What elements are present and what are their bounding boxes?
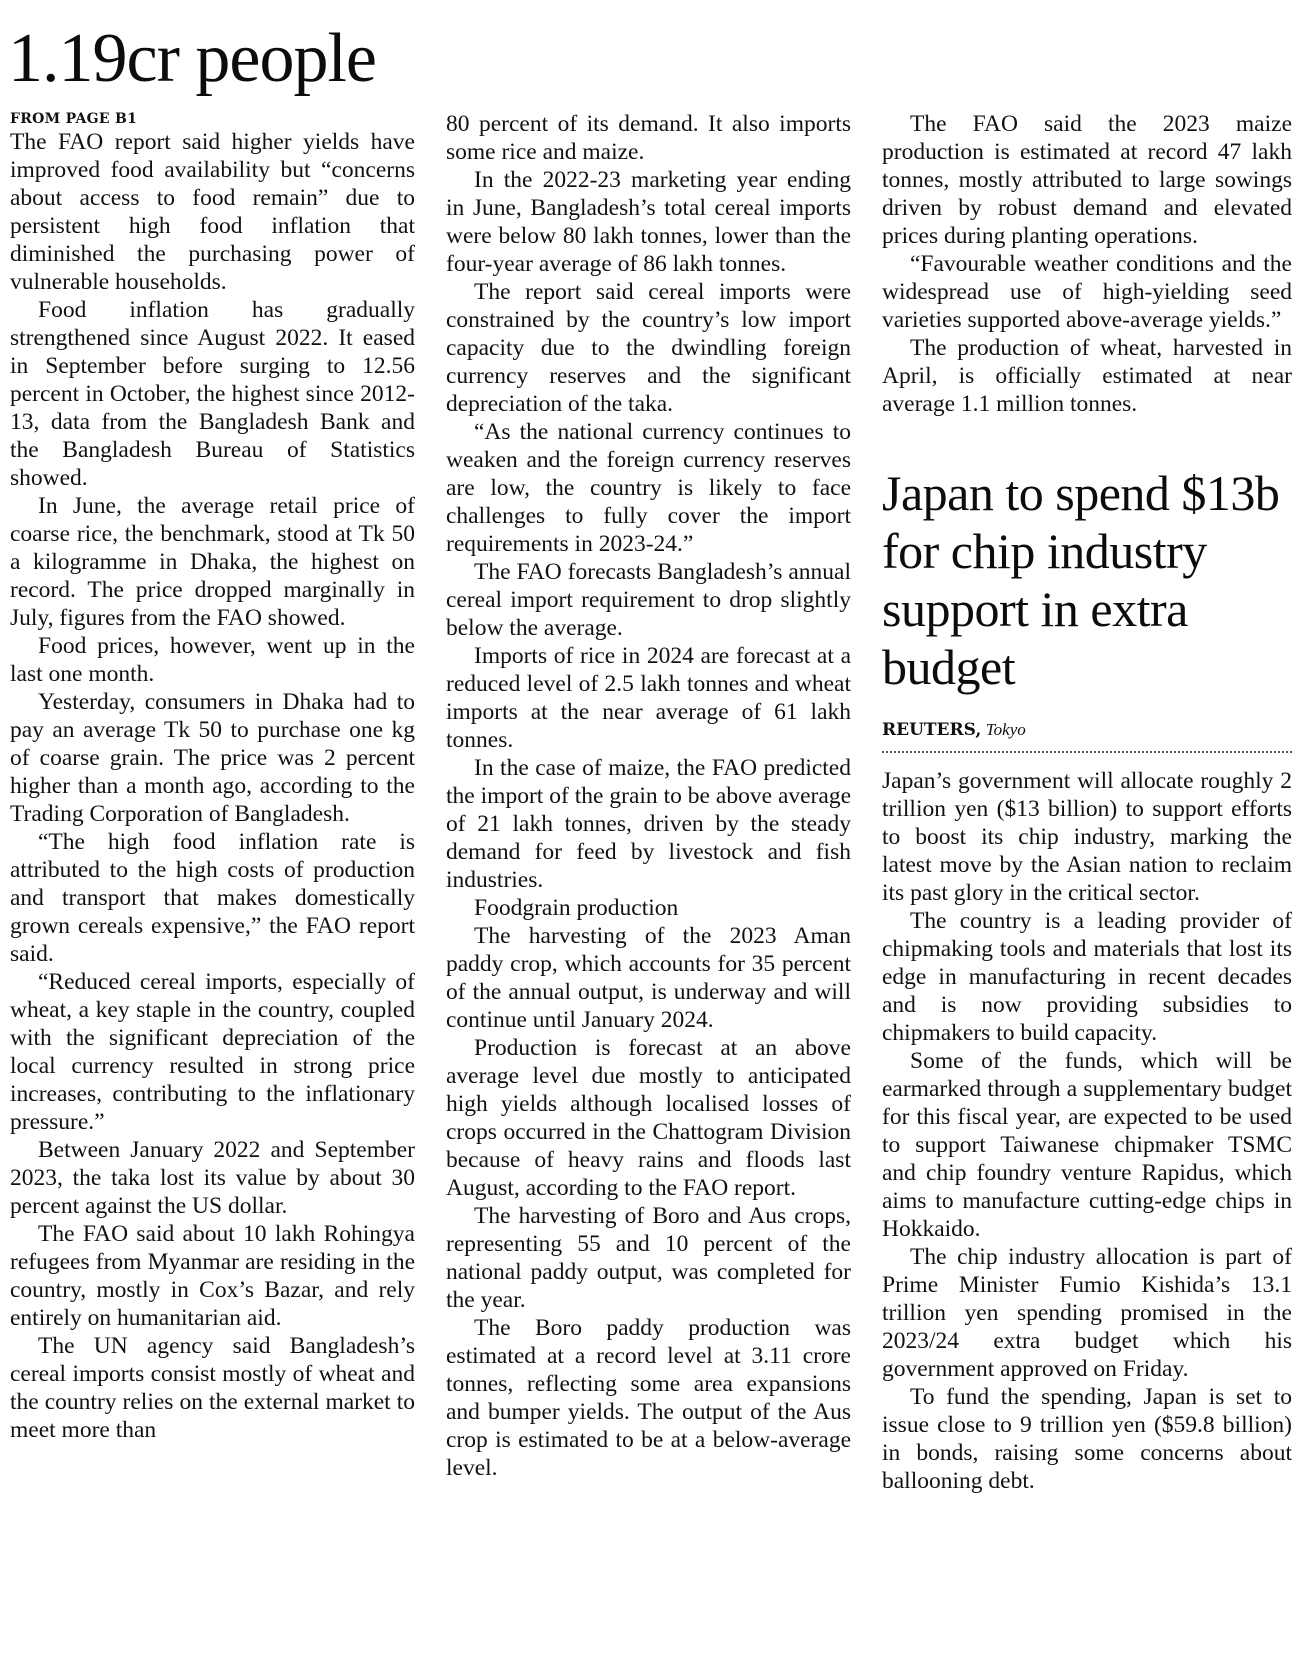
paragraph: Imports of rice in 2024 are forecast at a reduced level of 2.5 lakh tonnes and wheat imports at the near average of 61 lakh tonnes. — [446, 643, 851, 753]
second-story-body — [882, 767, 1292, 1495]
paragraph: The FAO report said higher yields have improved food availability but “concerns about access to food remain” due to persistent high food inflation that diminished the purchasing power of vulnerable households. — [10, 129, 415, 295]
paragraph: The FAO said about 10 lakh Rohingya refugees from Myanmar are residing in the country, mostly in Cox’s Bazar, and rely entirely on humanitarian aid. — [10, 1221, 415, 1331]
paragraph-continuation: 80 percent of its demand. It also imports some rice and maize. — [446, 111, 851, 165]
paragraph: “The high food inflation rate is attributed to the high costs of production and transport that makes domestically grown cereals expensive,” the FAO report said. — [10, 829, 415, 967]
article-column-2 — [446, 110, 851, 1482]
paragraph: Production is forecast at an above average level due mostly to anticipated high yields although localised losses of crops occurred in the Chattogram Division because of heavy rains and floods last August, according to the FAO report. — [446, 1035, 851, 1201]
paragraph: The chip industry allocation is part of Prime Minister Fumio Kishida’s 13.1 trillion yen spending promised in the 2023/24 extra budget which his government approved on Friday. — [882, 1244, 1292, 1382]
paragraph: The harvesting of Boro and Aus crops, representing 55 and 10 percent of the national paddy output, was completed for the year. — [446, 1203, 851, 1313]
paragraph: The production of wheat, harvested in April, is officially estimated at near average 1.1 million tonnes. — [882, 335, 1292, 417]
paragraph: “Reduced cereal imports, especially of wheat, a key staple in the country, coupled with the significant depreciation of the local currency resulted in strong price increases, contributing to the inflationary pressure.” — [10, 969, 415, 1135]
paragraph: The country is a leading provider of chipmaking tools and materials that lost its edge in manufacturing in recent decades and is now providing subsidies to chipmakers to build capacity. — [882, 908, 1292, 1046]
paragraph: Yesterday, consumers in Dhaka had to pay an average Tk 50 to purchase one kg of coarse grain. The price was 2 percent higher than a month ago, according to the Trading Corporation of Bangladesh. — [10, 689, 415, 827]
story-headline: 1.19cr people — [8, 20, 376, 97]
paragraph: The FAO said the 2023 maize production is estimated at record 47 lakh tonnes, mostly attributed to large sowings driven by robust demand and elevated prices during planting operations. — [882, 111, 1292, 249]
paragraph: The FAO forecasts Bangladesh’s annual cereal import requirement to drop slightly below the average. — [446, 559, 851, 641]
agency-name: REUTERS, — [882, 720, 982, 740]
article-column-1 — [10, 110, 415, 1444]
jump-line: FROM PAGE B1 — [10, 111, 138, 127]
paragraph: Japan’s government will allocate roughly 2 trillion yen ($13 billion) to support efforts to boost its chip industry, marking the latest move by the Asian nation to reclaim its past glory in the critical sector. — [882, 768, 1292, 906]
paragraph: The harvesting of the 2023 Aman paddy crop, which accounts for 35 percent of the annual output, is underway and will continue until January 2024. — [446, 923, 851, 1033]
paragraph: “Favourable weather conditions and the widespread use of high-yielding seed varieties supported above-average yields.” — [882, 251, 1292, 333]
paragraph: “As the national currency continues to weaken and the foreign currency reserves are low, the country is likely to face challenges to fully cover the import requirements in 2023-24.” — [446, 419, 851, 557]
section-subhead: Foodgrain production — [474, 895, 679, 921]
paragraph: To fund the spending, Japan is set to issue close to 9 trillion yen ($59.8 billion) in bonds, raising some concerns about ballooning debt. — [882, 1384, 1292, 1494]
paragraph: In the case of maize, the FAO predicted the import of the grain to be above average of 21 lakh tonnes, driven by the steady demand for feed by livestock and fish industries. — [446, 755, 851, 893]
article-column-3 — [882, 110, 1292, 1495]
dateline: Tokyo — [985, 720, 1026, 739]
paragraph: The UN agency said Bangladesh’s cereal imports consist mostly of wheat and the country relies on the external market to meet more than — [10, 1333, 415, 1443]
paragraph: Some of the funds, which will be earmarked through a supplementary budget for this fiscal year, are expected to be used to support Taiwanese chipmaker TSMC and chip foundry venture Rapidus, which aims to manufacture cutting-edge chips in Hokkaido. — [882, 1048, 1292, 1242]
second-story-byline — [882, 718, 1292, 753]
paragraph: Food inflation has gradually strengthened since August 2022. It eased in September before surging to 12.56 percent in October, the highest since 2012-13, data from the Bangladesh Bank and the Bangladesh Bureau of Statistics showed. — [10, 297, 415, 491]
paragraph: Between January 2022 and September 2023, the taka lost its value by about 30 percent against the US dollar. — [10, 1137, 415, 1219]
paragraph: The Boro paddy production was estimated at a record level at 3.11 crore tonnes, reflecting some area expansions and bumper yields. The output of the Aus crop is estimated to be at a below-average level. — [446, 1315, 851, 1481]
second-story-headline: Japan to spend $13b for chip industry support in extra budget — [882, 465, 1280, 695]
paragraph: In the 2022-23 marketing year ending in June, Bangladesh’s total cereal imports were below 80 lakh tonnes, lower than the four-year average of 86 lakh tonnes. — [446, 167, 851, 277]
paragraph: The report said cereal imports were constrained by the country’s low import capacity due to the dwindling foreign currency reserves and the significant depreciation of the taka. — [446, 279, 851, 417]
paragraph: Food prices, however, went up in the last one month. — [10, 633, 415, 687]
paragraph: In June, the average retail price of coarse rice, the benchmark, stood at Tk 50 a kilogramme in Dhaka, the highest on record. The price dropped marginally in July, figures from the FAO showed. — [10, 493, 415, 631]
